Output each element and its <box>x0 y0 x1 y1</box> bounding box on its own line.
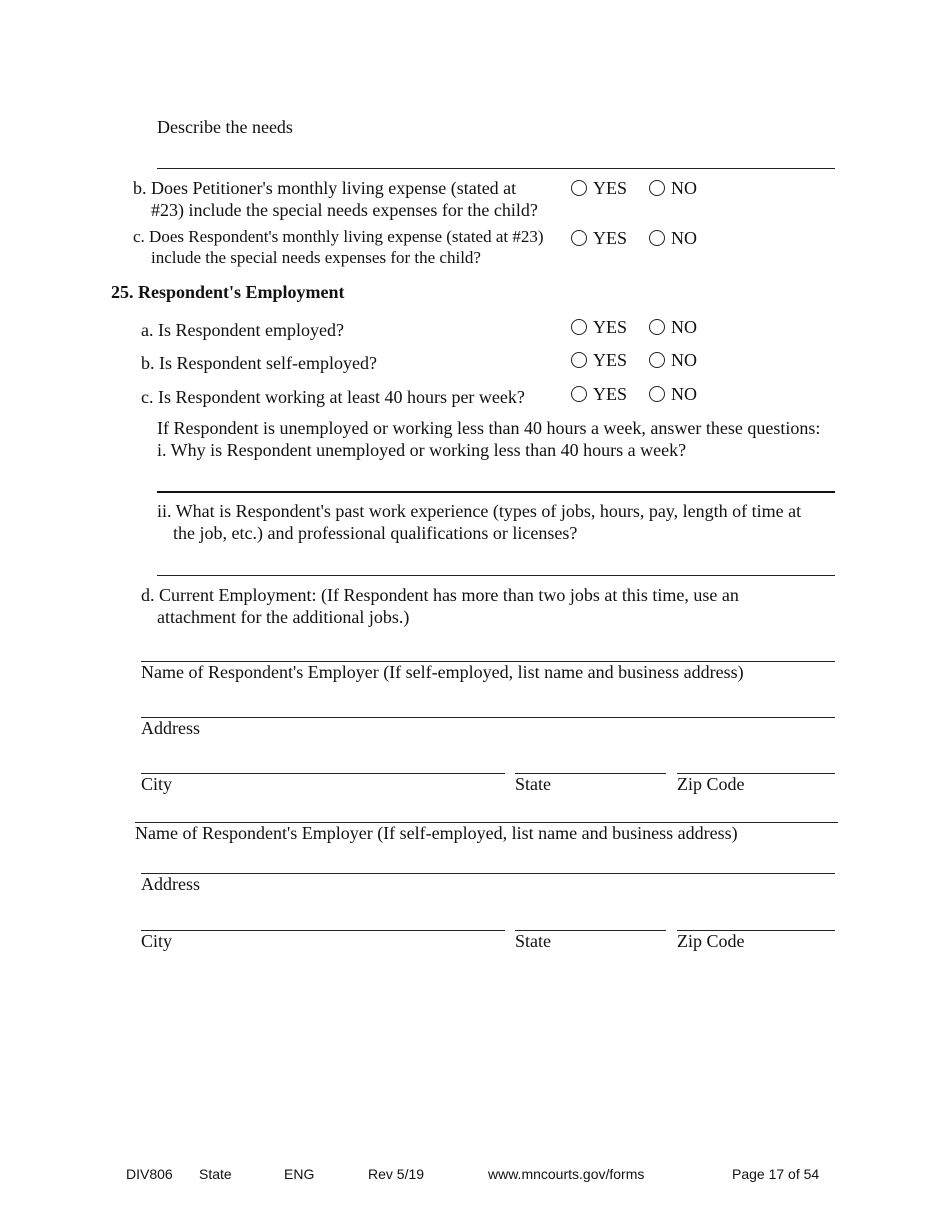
radio-circle-icon <box>649 180 665 196</box>
radio-circle-icon <box>571 352 587 368</box>
employer2-state-label: State <box>515 931 551 951</box>
q24c-yes-option[interactable] <box>571 227 627 249</box>
question-ii-line1: ii. What is Respondent's past work experience (types of jobs, hours, pay, length of time at <box>157 501 802 521</box>
employer2-city-field[interactable] <box>141 930 505 931</box>
no-label: NO <box>671 317 698 337</box>
q25b-text: b. Is Respondent self-employed? <box>141 353 377 373</box>
no-label: NO <box>671 384 698 404</box>
q25a-yes-option[interactable] <box>571 316 627 338</box>
describe-needs-label: Describe the needs <box>157 117 293 137</box>
q25b-no-option[interactable] <box>649 349 697 371</box>
footer-page-number: Page 17 of 54 <box>732 1166 820 1182</box>
q24b-line1: b. Does Petitioner's monthly living expense (stated at <box>133 178 517 198</box>
q25d-line1: d. Current Employment: (If Respondent has more than two jobs at this time, use an <box>141 585 739 605</box>
radio-circle-icon <box>571 230 587 246</box>
question-i: i. Why is Respondent unemployed or working less than 40 hours a week? <box>157 440 687 460</box>
radio-circle-icon <box>571 319 587 335</box>
q24b-yes-option[interactable] <box>571 177 627 199</box>
q25b-yes-option[interactable] <box>571 349 627 371</box>
no-label: NO <box>671 228 698 248</box>
employer1-address-label: Address <box>141 718 200 738</box>
employer2-address-label: Address <box>141 874 200 894</box>
radio-circle-icon <box>649 352 665 368</box>
radio-circle-icon <box>571 386 587 402</box>
yes-label: YES <box>593 178 628 198</box>
radio-circle-icon <box>571 180 587 196</box>
question-i-answer-line[interactable] <box>157 491 835 493</box>
employer1-city-label: City <box>141 774 173 794</box>
yes-label: YES <box>593 350 628 370</box>
employer1-name-label: Name of Respondent's Employer (If self-employed, list name and business address) <box>141 662 744 682</box>
radio-circle-icon <box>649 230 665 246</box>
q24c-no-option[interactable] <box>649 227 697 249</box>
q24b-radio-group <box>571 177 697 199</box>
employer1-zip-label: Zip Code <box>677 774 745 794</box>
q25c-radio-group <box>571 383 697 405</box>
employer1-city-field[interactable] <box>141 773 505 774</box>
q25b-radio-group <box>571 349 697 371</box>
q25c-yes-option[interactable] <box>571 383 627 405</box>
q24c-line2: include the special needs expenses for the child? <box>151 248 481 267</box>
footer-revision: Rev 5/19 <box>368 1166 425 1182</box>
section-25-title: 25. Respondent's Employment <box>111 282 345 302</box>
describe-needs-line[interactable] <box>157 168 835 169</box>
q24b-no-option[interactable] <box>649 177 697 199</box>
q25d-line2: attachment for the additional jobs.) <box>157 607 410 627</box>
employer2-name-label: Name of Respondent's Employer (If self-employed, list name and business address) <box>135 823 738 843</box>
employer2-address-field[interactable] <box>141 873 835 874</box>
q24b-line2: #23) include the special needs expenses for the child? <box>151 200 538 220</box>
q24c-line1: c. Does Respondent's monthly living expense (stated at #23) <box>133 227 544 246</box>
footer-form-number: DIV806 <box>126 1166 173 1182</box>
q25c-text: c. Is Respondent working at least 40 hours per week? <box>141 387 525 407</box>
employer2-city-label: City <box>141 931 173 951</box>
employer2-zip-label: Zip Code <box>677 931 745 951</box>
unemployed-intro: If Respondent is unemployed or working less than 40 hours a week, answer these questions: <box>157 418 821 438</box>
no-label: NO <box>671 178 698 198</box>
q25c-no-option[interactable] <box>649 383 697 405</box>
employer1-state-label: State <box>515 774 551 794</box>
q25a-no-option[interactable] <box>649 316 697 338</box>
yes-label: YES <box>593 384 628 404</box>
employer1-address-field[interactable] <box>141 717 835 718</box>
radio-circle-icon <box>649 386 665 402</box>
question-ii-answer-line[interactable] <box>157 575 835 576</box>
radio-circle-icon <box>649 319 665 335</box>
no-label: NO <box>671 350 698 370</box>
q25a-text: a. Is Respondent employed? <box>141 320 344 340</box>
footer-state: State <box>199 1166 232 1182</box>
footer-language: ENG <box>284 1166 315 1182</box>
yes-label: YES <box>593 317 628 337</box>
footer-url[interactable]: www.mncourts.gov/forms <box>488 1166 645 1182</box>
q25a-radio-group <box>571 316 697 338</box>
yes-label: YES <box>593 228 628 248</box>
question-ii-line2: the job, etc.) and professional qualifications or licenses? <box>173 523 578 543</box>
q24c-radio-group <box>571 227 697 249</box>
